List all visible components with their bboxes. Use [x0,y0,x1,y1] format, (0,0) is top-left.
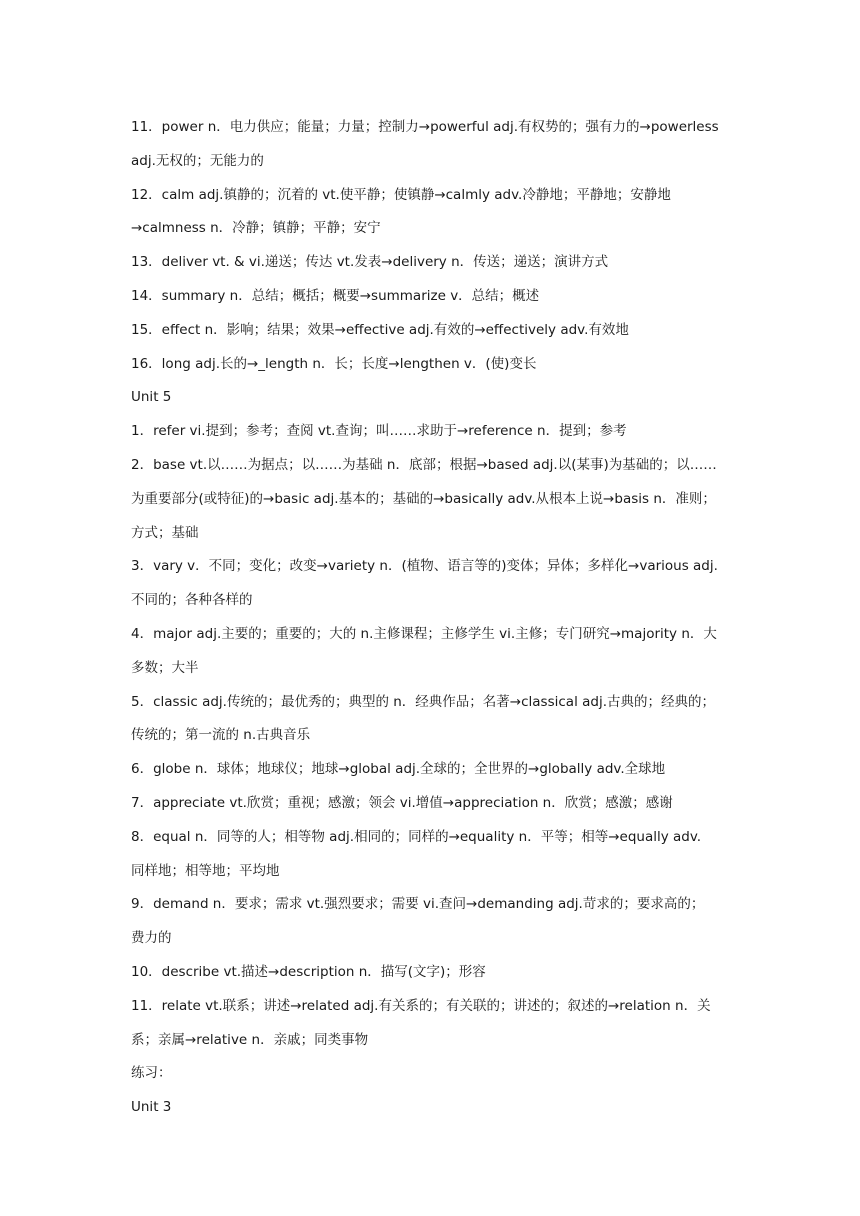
text-line: 2．base vt.以……为据点；以……为基础 n．底部；根据→based adj.以(某事)为基础的；以…… [131,456,717,473]
text-line: 多数；大半 [131,659,199,676]
text-line: adj.无权的；无能力的 [131,152,264,169]
text-line: 12．calm adj.镇静的；沉着的 vt.使平静；使镇静→calmly adv.冷静地；平静地；安静地 [131,186,671,203]
text-line: 9．demand n．要求；需求 vt.强烈要求；需要 vi.查问→demanding adj.苛求的；要求高的； [131,896,705,913]
text-line: 为重要部分(或特征)的→basic adj.基本的；基础的→basically adv.从根本上说→basis n．准则； [131,490,716,507]
text-line: 7．appreciate vt.欣赏；重视；感激；领会 vi.增值→appreciation n．欣赏；感激；感谢 [131,794,673,811]
exercise-heading: 练习： [131,1065,172,1082]
text-line: 3．vary v．不同；变化；改变→variety n．(植物、语言等的)变体；异体；多样化→various adj. [131,558,718,575]
text-line: 13．deliver vt. & vi.递送；传达 vt.发表→delivery n．传送；递送；演讲方式 [131,254,609,271]
section-heading: Unit 5 [131,389,172,406]
section-heading: Unit 3 [131,1099,172,1116]
text-line: 方式；基础 [131,524,199,541]
text-line: 1．refer vi.提到；参考；查阅 vt.查询；叫……求助于→reference n．提到；参考 [131,423,627,440]
text-line: 传统的；第一流的 n.古典音乐 [131,727,311,744]
text-line: 10．describe vt.描述→description n．描写(文字)；形容 [131,963,486,980]
text-line: 4．major adj.主要的；重要的；大的 n.主修课程；主修学生 vi.主修；专门研究→majority n．大 [131,625,717,642]
text-line: 11．relate vt.联系；讲述→related adj.有关系的；有关联的；讲述的；叙述的→relation n．关 [131,997,711,1014]
text-line: 15．effect n．影响；结果；效果→effective adj.有效的→effectively adv.有效地 [131,321,629,338]
text-line: 同样地；相等地；平均地 [131,862,280,879]
text-line: 8．equal n．同等的人；相等物 adj.相同的；同样的→equality n．平等；相等→equally adv. [131,828,702,845]
text-line: 不同的；各种各样的 [131,592,253,609]
text-line: 11．power n．电力供应；能量；力量；控制力→powerful adj.有权势的；强有力的→powerless [131,119,719,135]
text-line: 费力的 [131,930,172,947]
text-line: 14．summary n．总结；概括；概要→summarize v．总结；概述 [131,287,540,304]
text-line: 5．classic adj.传统的；最优秀的；典型的 n．经典作品；名著→classical adj.古典的；经典的； [131,693,715,710]
text-line: 6．globe n．球体；地球仪；地球→global adj.全球的；全世界的→globally adv.全球地 [131,761,666,778]
text-line: 系；亲属→relative n．亲戚；同类事物 [131,1031,369,1048]
text-line: →calmness n．冷静；镇静；平静；安宁 [131,220,381,237]
text-line: 16．long adj.长的→_length n．长；长度→lengthen v．(使)变长 [131,355,537,372]
